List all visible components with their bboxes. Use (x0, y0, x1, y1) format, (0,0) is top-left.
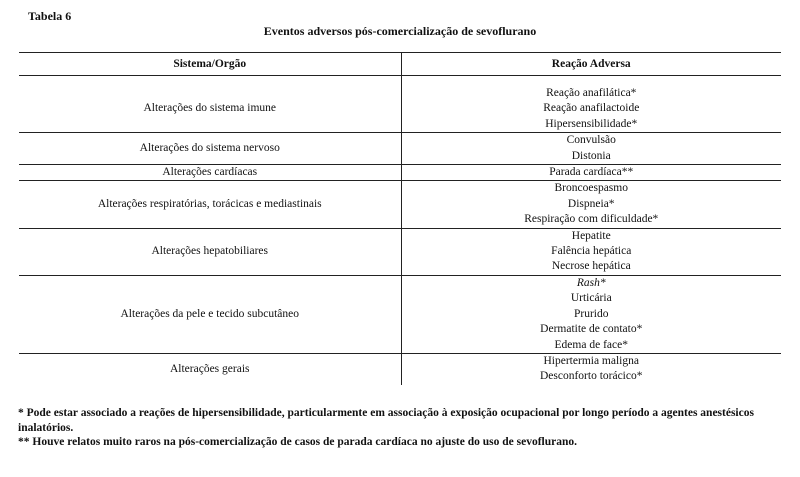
column-header-system: Sistema/Orgão (19, 53, 401, 76)
system-cell: Alterações gerais (19, 353, 401, 384)
system-cell: Alterações do sistema nervoso (19, 133, 401, 165)
reaction-item: Hipersensibilidade* (545, 117, 638, 130)
reaction-item: Reação anafilactoide (543, 102, 640, 115)
reactions-cell (401, 353, 781, 384)
footnote-double-asterisk: ** Houve relatos muito raros na pós-comercialização de casos de parada cardíaca no ajuste do uso de sevoflurano. (18, 436, 578, 448)
system-cell: Alterações cardíacas (19, 165, 401, 181)
reactions-cell (401, 133, 781, 165)
reaction-item: Distonia (571, 149, 611, 162)
column-header-reaction: Reação Adversa (401, 53, 781, 76)
reaction-item: Reação anafilática* (546, 87, 637, 99)
reactions-cell (401, 275, 781, 353)
reactions-cell (401, 181, 781, 228)
reactions-cell (401, 228, 781, 275)
table-row (19, 181, 781, 228)
footnotes (18, 406, 788, 450)
adverse-events-table (19, 52, 781, 385)
table-header-row (19, 53, 781, 76)
reactions-cell (401, 86, 781, 133)
table-row (19, 165, 781, 181)
table-title: Eventos adversos pós-comercialização de sevoflurano (263, 24, 537, 38)
reaction-item: Edema de face* (554, 338, 628, 351)
reaction-item: Dispneia* (567, 197, 615, 210)
system-cell: Alterações do sistema imune (19, 86, 401, 133)
reactions-cell (401, 165, 781, 181)
reaction-item: Convulsão (566, 134, 616, 147)
table-row (19, 228, 781, 275)
reaction-item: Broncoespasmo (554, 182, 628, 195)
system-cell: Alterações respiratórias, torácicas e mediastinais (19, 181, 401, 228)
table-row (19, 133, 781, 165)
reaction-item: Urticária (570, 292, 612, 305)
reaction-item: Hipertermia maligna (543, 354, 639, 367)
reaction-item: Necrose hepática (551, 260, 631, 273)
reaction-item: Dermatite de contato* (540, 323, 643, 336)
footnote-single-asterisk: * Pode estar associado a reações de hipersensibilidade, particularmente em associação à exposição ocupacional por longo período a agentes anestésicos inalatórios. (18, 407, 754, 434)
reaction-item: Desconforto torácico* (539, 370, 643, 383)
reaction-item: Hepatite (571, 229, 611, 242)
table-row (19, 275, 781, 353)
table-label: Tabela 6 (28, 9, 72, 23)
reaction-item: Rash* (576, 276, 606, 289)
reaction-item: Falência hepática (551, 245, 632, 258)
reaction-item: Parada cardíaca** (549, 166, 634, 179)
system-cell: Alterações hepatobiliares (19, 228, 401, 275)
table-row (19, 86, 781, 133)
table-row (19, 353, 781, 384)
system-cell: Alterações da pele e tecido subcutâneo (19, 275, 401, 353)
header-spacer-row (19, 76, 781, 87)
reaction-item: Prurido (574, 307, 609, 320)
reaction-item: Respiração com dificuldade* (524, 213, 659, 226)
